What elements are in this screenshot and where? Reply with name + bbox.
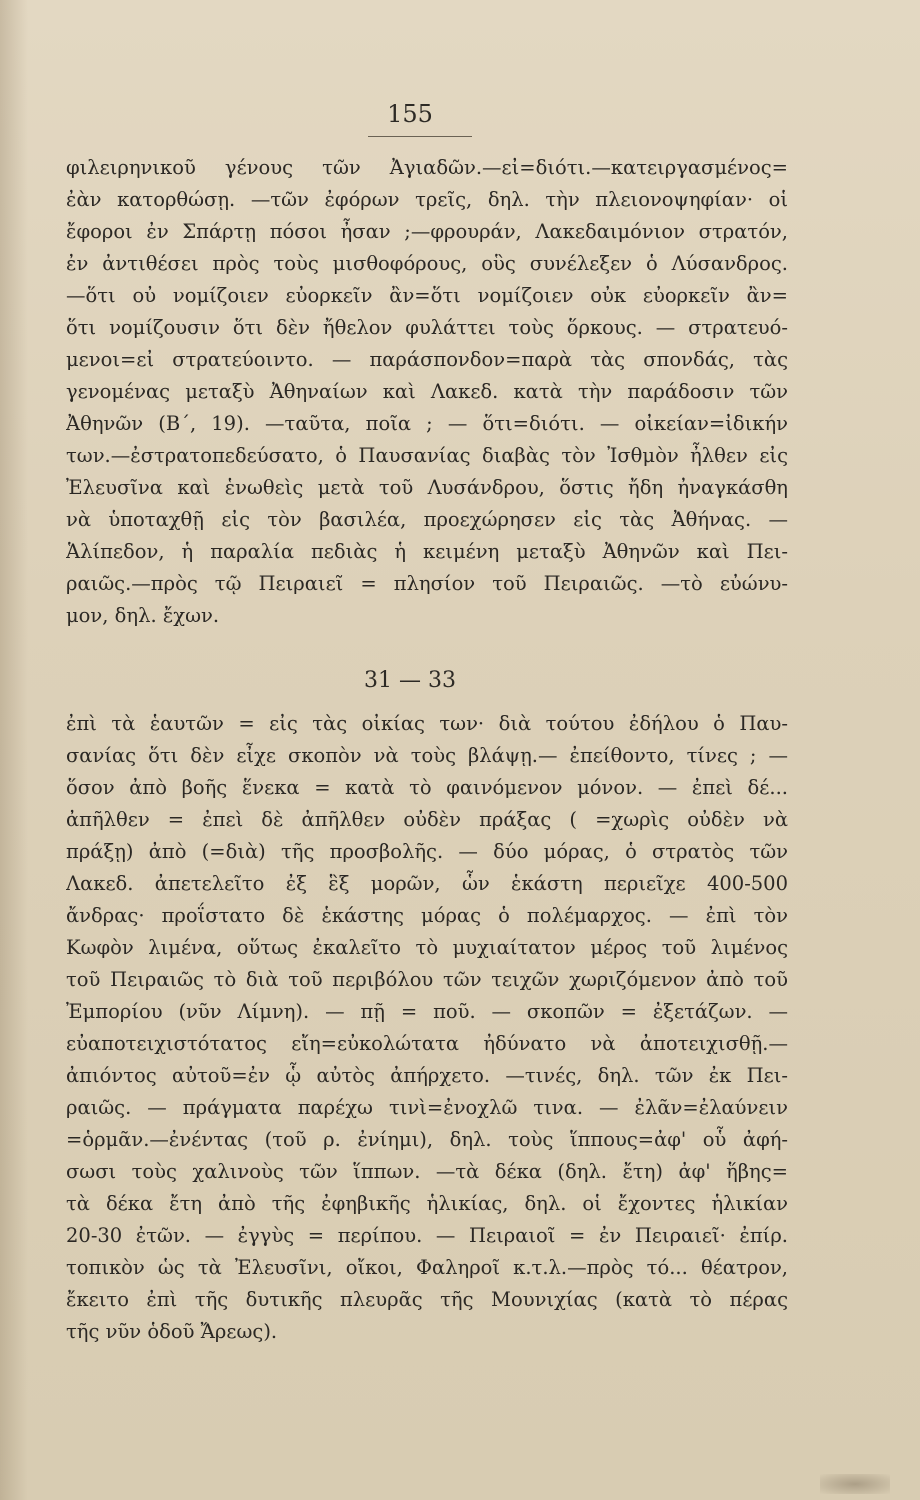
text-line: σανίας ὅτι δὲν εἶχε σκοπὸν νὰ τοὺς βλάψῃ.— ἐπείθοντο, τίνες ; — — [66, 744, 788, 767]
text-line: τῆς νῦν ὁδοῦ Ἄρεως). — [66, 1320, 278, 1343]
text-line: γενομένας μεταξὺ Ἀθηναίων καὶ Λακεδ. κατὰ τὴν παράδοσιν τῶν — [66, 380, 788, 403]
text-line: πράξῃ) ἀπὸ (=διὰ) τῆς προσβολῆς. — δύο μόρας, ὁ στρατὸς τῶν — [66, 840, 788, 863]
text-line: Ἐλευσῖνα καὶ ἑνωθεὶς μετὰ τοῦ Λυσάνδρου, ὅστις ἤδη ἠναγκάσθη — [66, 476, 788, 499]
text-line: μον, δηλ. ἔχων. — [66, 604, 220, 627]
paragraph-commentary-2 — [66, 708, 788, 1348]
text-line: Ἐμπορίου (νῦν Λίμνη). — πῇ = ποῦ. — σκοπῶν = ἐξετάζων. — — [66, 1000, 788, 1023]
text-line: τοπικὸν ὡς τὰ Ἐλευσῖνι, οἴκοι, Φαληροῖ κ.τ.λ.—πρὸς τό... θέατρον, — [66, 1256, 788, 1279]
text-line: εὐαποτειχιστότατος εἴη=εὐκολώτατα ἠδύνατο νὰ ἀποτειχισθῇ.— — [66, 1032, 788, 1055]
text-line: ἔφοροι ἐν Σπάρτῃ πόσοι ἦσαν ;—φρουράν, Λακεδαιμόνιον στρατόν, — [66, 220, 788, 243]
text-line: σωσι τοὺς χαλινοὺς τῶν ἵππων. —τὰ δέκα (δηλ. ἔτη) ἀφ' ἥβης= — [66, 1160, 788, 1183]
text-line: ὅτι νομίζουσιν ὅτι δὲν ἤθελον φυλάττει τοὺς ὅρκους. — στρατευό- — [66, 316, 788, 339]
page-number: 155 — [387, 100, 433, 128]
text-line: Λακεδ. ἀπετελεῖτο ἐξ ἓξ μορῶν, ὧν ἑκάστη περιεῖχε 400-500 — [66, 872, 788, 895]
text-line: φιλειρηνικοῦ γένους τῶν Ἀγιαδῶν.—εἰ=διότι.—κατειργασμένος= — [66, 156, 788, 179]
text-line: ἀπιόντος αὐτοῦ=ἐν ᾧ αὐτὸς ἀπήρχετο. —τινές, δηλ. τῶν ἐκ Πει- — [66, 1064, 788, 1087]
section-heading: 31 — 33 — [364, 668, 456, 693]
binding-shadow — [0, 0, 28, 1500]
text-line: ἄνδρας· προΐστατο δὲ ἑκάστης μόρας ὁ πολέμαρχος. — ἐπὶ τὸν — [66, 904, 788, 927]
text-line: ἐπὶ τὰ ἑαυτῶν = εἰς τὰς οἰκίας των· διὰ τούτου ἐδήλου ὁ Παυ- — [66, 712, 788, 735]
page-smudge — [820, 1474, 890, 1494]
text-line: Κωφὸν λιμένα, οὕτως ἐκαλεῖτο τὸ μυχιαίτατον μέρος τοῦ λιμένος — [66, 936, 788, 959]
text-line: τὰ δέκα ἔτη ἀπὸ τῆς ἐφηβικῆς ἡλικίας, δηλ. οἱ ἔχοντες ἡλικίαν — [66, 1192, 788, 1215]
text-line: ραιῶς. — πράγματα παρέχω τινὶ=ἐνοχλῶ τινα. — ἐλᾶν=ἐλαύνειν — [66, 1096, 788, 1119]
paragraph-commentary-1 — [66, 152, 788, 632]
text-line: μενοι=εἰ στρατεύοιντο. — παράσπονδον=παρὰ τὰς σπονδάς, τὰς — [66, 348, 788, 371]
text-line: ἐν ἀντιθέσει πρὸς τοὺς μισθοφόρους, οὓς συνέλεξεν ὁ Λύσανδρος. — [66, 252, 788, 275]
text-line: ἔκειτο ἐπὶ τῆς δυτικῆς πλευρᾶς τῆς Μουνιχίας (κατὰ τὸ πέρας — [66, 1288, 788, 1311]
text-line: ἐὰν κατορθώσῃ. —τῶν ἐφόρων τρεῖς, δηλ. τὴν πλειονοψηφίαν· οἱ — [66, 188, 788, 211]
text-line: 20-30 ἐτῶν. — ἐγγὺς = περίπου. — Πειραιοῖ = ἐν Πειραιεῖ· ἐπίρ. — [66, 1224, 788, 1247]
text-line: νὰ ὑποταχθῇ εἰς τὸν βασιλέα, προεχώρησεν εἰς τὰς Ἀθήνας. — — [66, 508, 788, 531]
text-line: ἀπῆλθεν = ἐπεὶ δὲ ἀπῆλθεν οὐδὲν πράξας ( =χωρὶς οὐδὲν νὰ — [66, 808, 788, 831]
text-line: Ἀθηνῶν (Β΄, 19). —ταῦτα, ποῖα ; — ὅτι=διότι. — οἰκείαν=ἰδικήν — [66, 412, 788, 435]
text-line: ραιῶς.—πρὸς τῷ Πειραιεῖ = πλησίον τοῦ Πειραιῶς. —τὸ εὐώνυ- — [66, 572, 788, 595]
text-line: —ὅτι οὐ νομίζοιεν εὐορκεῖν ἂν=ὅτι νομίζοιεν οὐκ εὐορκεῖν ἂν= — [66, 284, 788, 307]
text-line: τοῦ Πειραιῶς τὸ διὰ τοῦ περιβόλου τῶν τειχῶν χωριζόμενον ἀπὸ τοῦ — [66, 968, 788, 991]
header-rule — [368, 136, 472, 137]
text-line: Ἁλίπεδον, ἡ παραλία πεδιὰς ἡ κειμένη μεταξὺ Ἀθηνῶν καὶ Πει- — [66, 540, 788, 563]
text-line: ὅσον ἀπὸ βοῆς ἕνεκα = κατὰ τὸ φαινόμενον μόνον. — ἐπεὶ δέ... — [66, 776, 788, 799]
text-line: =ὁρμᾶν.—ἐνέντας (τοῦ ρ. ἐνίημι), δηλ. τοὺς ἵππους=ἀφ' οὗ ἀφή- — [66, 1128, 788, 1151]
text-line: των.—ἐστρατοπεδεύσατο, ὁ Παυσανίας διαβὰς τὸν Ἰσθμὸν ἦλθεν εἰς — [66, 444, 788, 467]
